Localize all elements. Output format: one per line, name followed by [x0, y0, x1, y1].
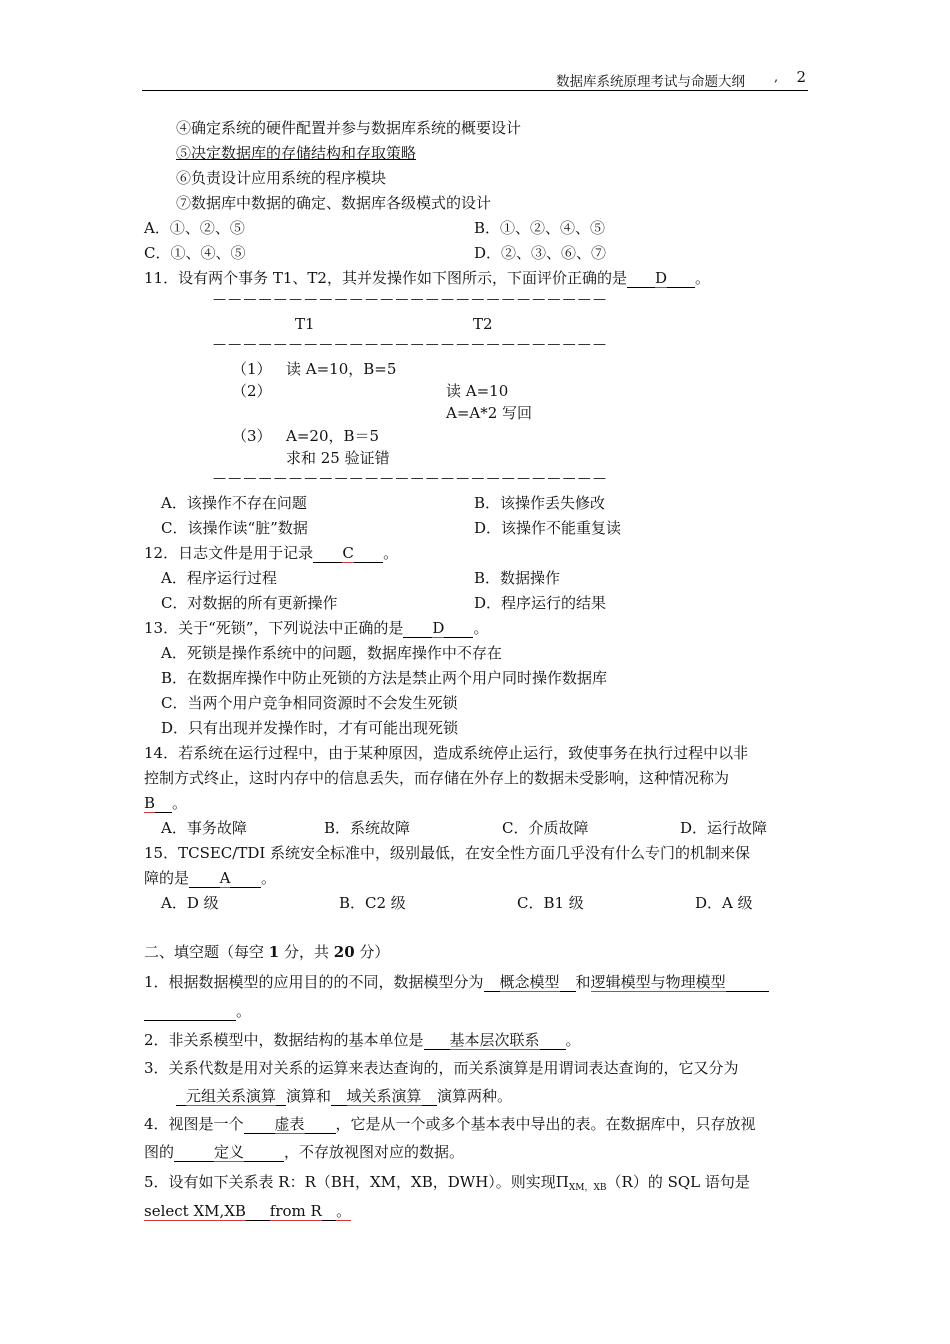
q11-step-3-line1: A=20，B＝5 — [286, 427, 380, 445]
q11-step-3-no: （3） — [232, 427, 272, 445]
q13-answer-blank — [403, 619, 473, 638]
fill-1-answer-2: 逻辑模型与物理模型 — [590, 973, 726, 991]
section-2-mid: 分，共 — [279, 943, 334, 961]
q11-step-2-line2: A=A*2 写回 — [446, 404, 533, 422]
projection-subscript: XM，XB — [568, 1183, 607, 1193]
q12-option-a: A．程序运行过程 — [161, 569, 277, 587]
fill-3-mid: 演算和 — [286, 1087, 332, 1105]
projection-symbol: Π — [555, 1173, 569, 1191]
q15-option-d: D．A 级 — [695, 894, 753, 912]
q11-stem — [144, 268, 710, 288]
q13-tail: 。 — [473, 619, 489, 637]
q11-option-a: A．该操作不存在问题 — [161, 494, 307, 512]
q15-stem-line2 — [144, 868, 276, 888]
fill-5-line1 — [144, 1172, 750, 1198]
fill-5-text: 5．设有如下关系表 R：R（BH，XM，XB，DWH）。则实现 — [144, 1173, 556, 1191]
q13-option-b: B．在数据库操作中防止死锁的方法是禁止两个用户同时操作数据库 — [161, 669, 608, 687]
q13-stem-text: 13．关于“死锁”，下列说法中正确的是 — [144, 619, 404, 637]
fill-2-text: 2．非关系模型中，数据结构的基本单位是 — [144, 1031, 424, 1049]
q11-answer: D — [654, 269, 667, 287]
fill-1-text: 1．根据数据模型的应用目的的不同，数据模型分为 — [144, 973, 484, 991]
fill-1-blank-2-cont — [144, 1002, 236, 1021]
q12-stem-text: 12．日志文件是用于记录 — [144, 544, 314, 562]
q13-option-d: D．只有出现并发操作时，才有可能出现死锁 — [161, 719, 459, 737]
q14-tail: 。 — [172, 794, 188, 812]
fill-4-blank-1 — [244, 1115, 336, 1134]
fill-4-answer-1: 虚表 — [274, 1115, 305, 1133]
q14-option-d: D．运行故障 — [680, 819, 768, 837]
fill-4-text: 4．视图是一个 — [144, 1115, 244, 1133]
fill-2-answer: 基本层次联系 — [449, 1031, 540, 1049]
fill-3-line1: 3．关系代数是用对关系的运算来表达查询的，而关系演算是用谓词表达查询的，它又分为 — [144, 1059, 739, 1077]
header-title: 数据库系统原理考试与命题大纲 — [556, 74, 745, 90]
section-2-prefix: 二、填空题（每空 — [144, 943, 269, 961]
q15-tail: 。 — [261, 869, 277, 887]
fill-4-mid: ，它是从一个或多个基本表中导出的表。在数据库中，只存放视 — [335, 1115, 756, 1133]
q11-table-rule-mid: —————————————————————————— — [213, 337, 609, 352]
q15-option-c: C．B1 级 — [517, 894, 584, 912]
q10-option-d: D．②、③、⑥、⑦ — [474, 244, 607, 262]
fill-3-answer-1: 元组关系演算 — [185, 1087, 276, 1105]
q14-option-b: B．系统故障 — [324, 819, 411, 837]
q11-step-2-no: （2） — [232, 382, 272, 400]
q11-answer-blank — [627, 269, 695, 288]
section-2-points-per-blank: 1 — [268, 943, 280, 961]
q14-option-c: C．介质故障 — [502, 819, 589, 837]
q14-option-a: A．事务故障 — [161, 819, 247, 837]
page-number: 2 — [796, 68, 806, 86]
fill-4-line1 — [144, 1114, 756, 1134]
fill-4-answer-2: 定义 — [214, 1143, 245, 1161]
fill-1-blank-1 — [484, 973, 576, 992]
q10-option-b: B．①、②、④、⑤ — [474, 219, 606, 237]
q10-option-c: C．①、④、⑤ — [144, 244, 246, 262]
fill-1-answer-1: 概念模型 — [499, 973, 560, 991]
q15-stem-text: 障的是 — [144, 869, 190, 887]
q11-step-2-line1: 读 A=10 — [446, 382, 509, 400]
fill-3-answer-2: 域关系演算 — [346, 1087, 422, 1105]
fill-3-blank-2 — [331, 1087, 437, 1106]
q10-item-7: ⑦数据库中数据的确定、数据库各级模式的设计 — [176, 194, 492, 212]
header-separator: , — [774, 70, 779, 85]
fill-2 — [144, 1030, 581, 1050]
fill-4-blank-2 — [174, 1143, 284, 1162]
q11-table-rule-top: —————————————————————————— — [213, 292, 609, 307]
q11-col-t2: T2 — [473, 315, 493, 333]
fill-2-blank — [424, 1031, 566, 1050]
q13-option-a: A．死锁是操作系统中的问题，数据库操作中不存在 — [161, 644, 502, 662]
fill-1-blank-2 — [591, 973, 769, 992]
q11-col-t1: T1 — [295, 315, 315, 333]
fill-4-tail: ，不存放视图对应的数据。 — [284, 1143, 465, 1161]
q15-answer: A — [219, 869, 231, 887]
q14-answer: B — [144, 794, 156, 812]
q12-option-b: B．数据操作 — [474, 569, 561, 587]
q15-option-b: B．C2 级 — [339, 894, 406, 912]
q15-stem-line1: 15．TCSEC/TDI 系统安全标准中，级别最低，在安全性方面几乎没有什么专门的机制来保 — [144, 844, 751, 862]
fill-1 — [144, 972, 769, 992]
q15-answer-blank — [189, 869, 261, 888]
page-header — [142, 70, 808, 91]
q11-step-1-text: 读 A=10，B=5 — [286, 360, 397, 378]
fill-5-answer-from: from R — [269, 1202, 322, 1220]
fill-5-text-2: （R）的 SQL 语句是 — [606, 1173, 750, 1191]
q11-stem-text: 11．设有两个事务 T1、T2，其并发操作如下图所示，下面评价正确的是 — [144, 269, 627, 287]
fill-1-tail: 。 — [236, 1002, 252, 1020]
q11-option-b: B．该操作丢失修改 — [474, 494, 606, 512]
q11-option-d: D．该操作不能重复读 — [474, 519, 622, 537]
q13-stem — [144, 618, 488, 638]
q15-option-a: A．D 级 — [161, 894, 219, 912]
fill-4-text-2: 图的 — [144, 1143, 175, 1161]
q13-option-c: C．当两个用户竞争相同资源时不会发生死锁 — [161, 694, 458, 712]
q11-option-c: C．该操作读“脏”数据 — [161, 519, 308, 537]
q14-answer-blank — [144, 794, 172, 813]
q12-answer-blank — [313, 544, 383, 563]
fill-1-mid: 和 — [575, 973, 591, 991]
fill-5-tail: 。 — [336, 1202, 352, 1220]
fill-3-tail: 演算两种。 — [437, 1087, 513, 1105]
section-2-heading — [144, 942, 389, 962]
fill-1-cont — [144, 1001, 251, 1021]
section-2-total-points: 20 — [333, 943, 355, 961]
q12-stem — [144, 543, 398, 563]
fill-3-blank-1 — [176, 1087, 286, 1106]
fill-3-line2 — [176, 1086, 512, 1106]
fill-5-blank — [144, 1202, 352, 1221]
q14-stem-line1: 14．若系统在运行过程中，由于某种原因，造成系统停止运行，致使事务在执行过程中以非 — [144, 744, 749, 762]
fill-4-line2 — [144, 1142, 464, 1162]
q12-option-c: C．对数据的所有更新操作 — [161, 594, 338, 612]
q11-tail: 。 — [694, 269, 710, 287]
q12-option-d: D．程序运行的结果 — [474, 594, 607, 612]
fill-5-answer-select: select XM,XB — [144, 1202, 246, 1220]
q14-stem-line2: 控制方式终止，这时内存中的信息丢失，而存储在外存上的数据未受影响，这种情况称为 — [144, 769, 730, 787]
q10-option-a: A．①、②、⑤ — [144, 219, 245, 237]
q11-step-3-line2: 求和 25 验证错 — [286, 449, 390, 467]
q12-tail: 。 — [383, 544, 399, 562]
q10-item-5: ⑤决定数据库的存储结构和存取策略 — [176, 144, 417, 162]
q10-item-6: ⑥负责设计应用系统的程序模块 — [176, 169, 387, 187]
q11-table-rule-bottom: —————————————————————————— — [213, 471, 609, 486]
q10-item-4: ④确定系统的硬件配置并参与数据库系统的概要设计 — [176, 119, 522, 137]
q14-answer-line — [144, 793, 187, 813]
q11-step-1-no: （1） — [232, 360, 272, 378]
fill-5-line2 — [144, 1201, 352, 1221]
q13-answer: D — [432, 619, 445, 637]
q12-answer: C — [342, 544, 354, 562]
section-2-suffix: 分） — [354, 943, 390, 961]
fill-2-tail: 。 — [565, 1031, 581, 1049]
